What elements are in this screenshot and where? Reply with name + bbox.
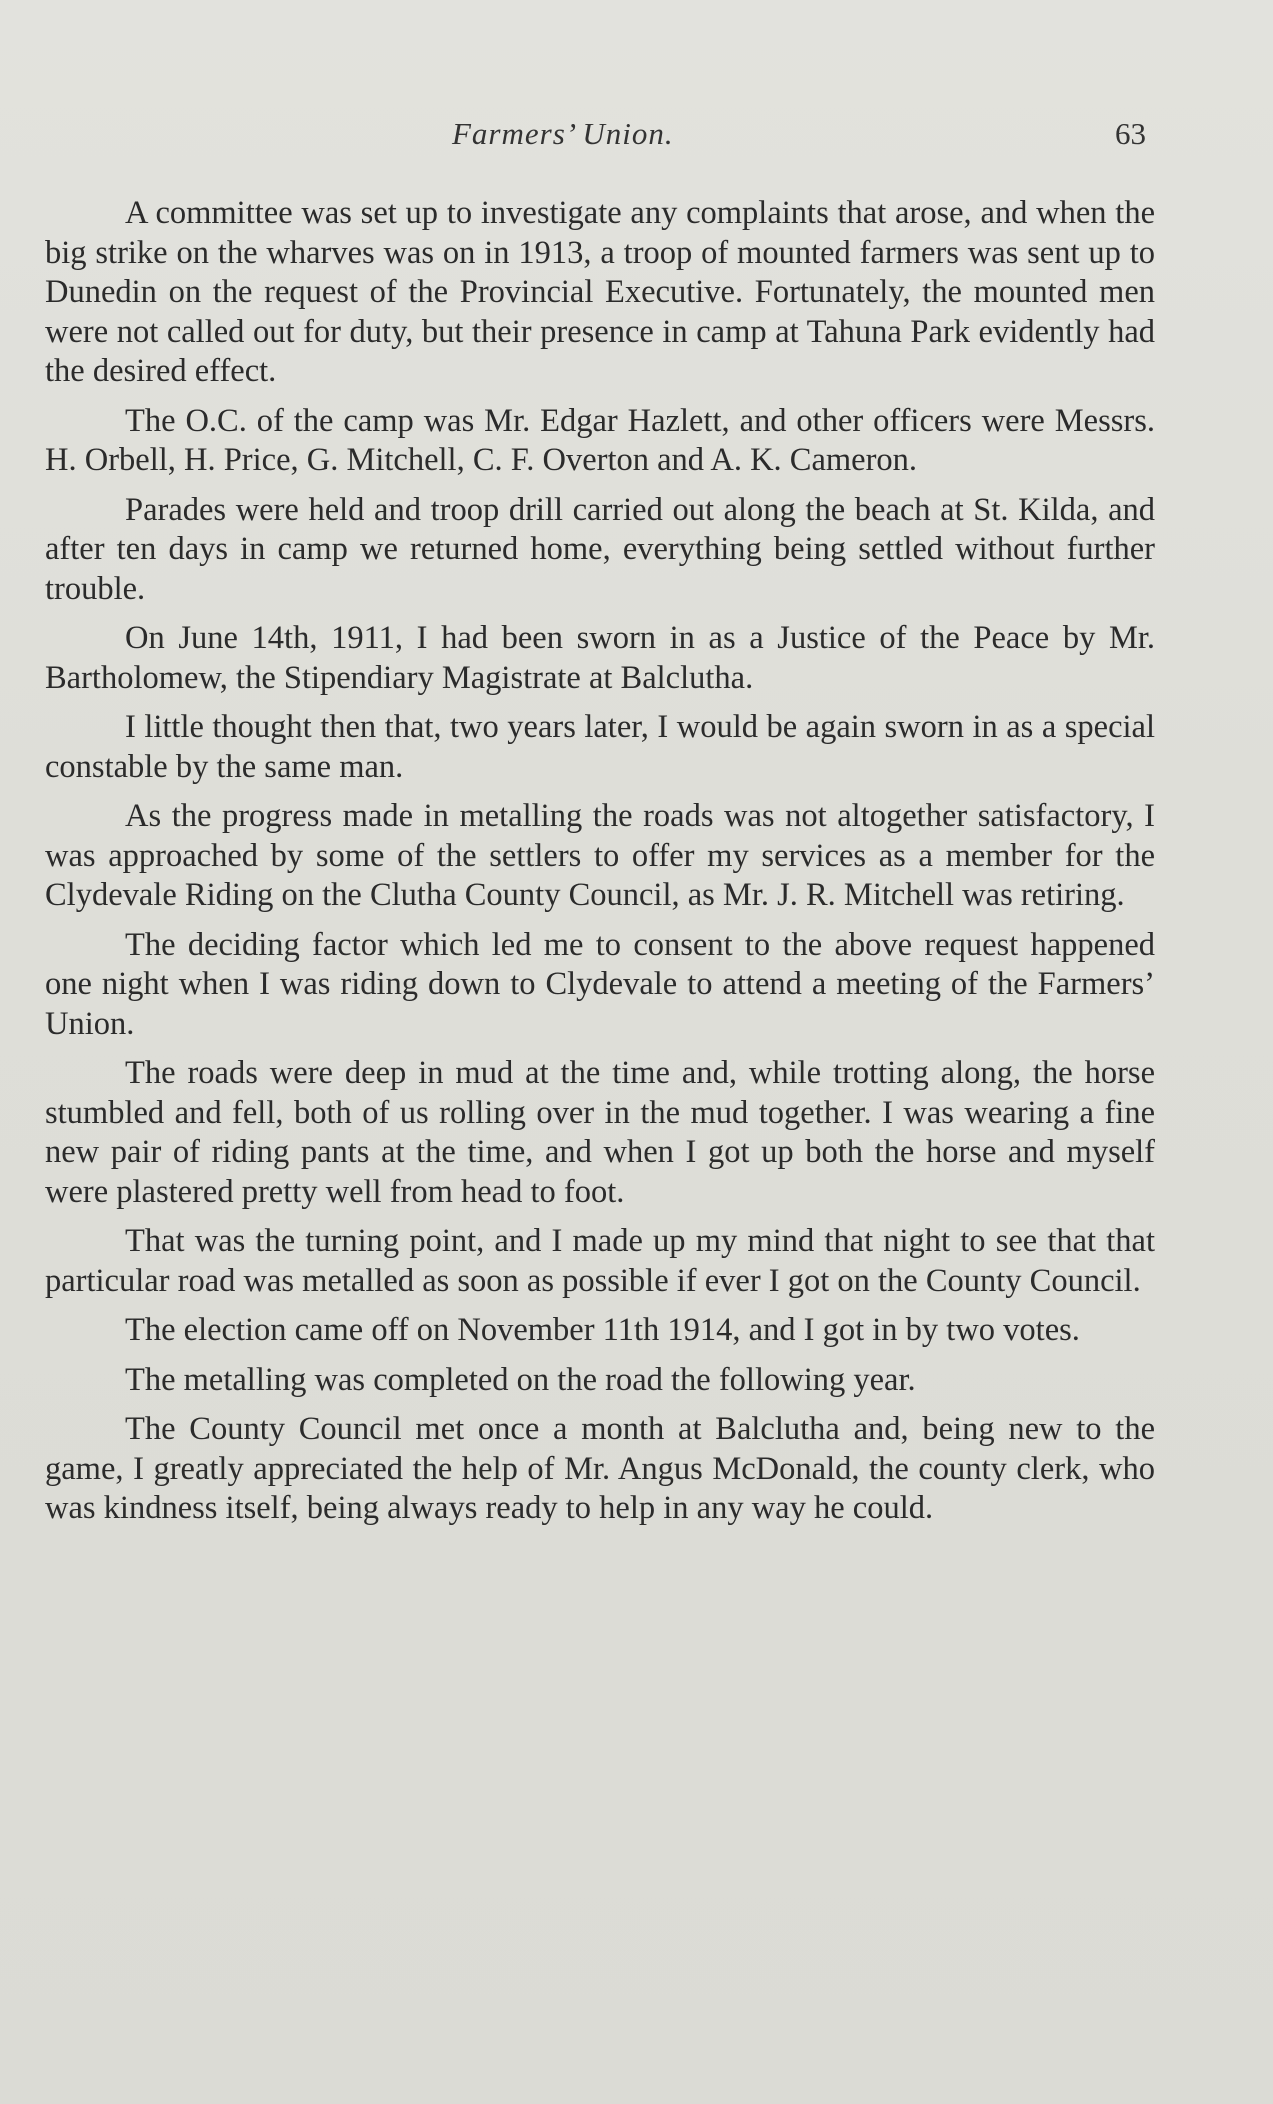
body-text	[45, 194, 1155, 1539]
paragraph-camp-officers: The O.C. of the camp was Mr. Edgar Hazlett, and other officers were Messrs. H. Orbell, H. Price, G. Mitchell, C. F. Overton and A. K. Cameron.	[45, 402, 1155, 478]
paragraph-parades: Parades were held and troop drill carried out along the beach at St. Kilda, and after ten days in camp we returned home, everything being settled without further trouble.	[45, 491, 1155, 607]
paragraph-turning-point: That was the turning point, and I made up my mind that night to see that that particular road was metalled as soon as possible if ever I got on the County Council.	[45, 1223, 1155, 1299]
paragraph-election: The election came off on November 11th 1914, and I got in by two votes.	[125, 1312, 1080, 1348]
paragraph-justice-of-peace: On June 14th, 1911, I had been sworn in as a Justice of the Peace by Mr. Bartholomew, the Stipendiary Magistrate at Balclutha.	[45, 620, 1155, 696]
page-number: 63	[1115, 116, 1146, 151]
paragraph-deciding-factor: The deciding factor which led me to consent to the above request happened one night when I was riding down to Clydevale to attend a meeting of the Farmers’ Union.	[45, 926, 1155, 1042]
paragraph-committee: A committee was set up to investigate any complaints that arose, and when the big strike on the wharves was on in 1913, a troop of mounted farmers was sent up to Dunedin on the request of the Provincial Executive. Fortunately, the mounted men were not called out for duty, but their presence in camp at Tahuna Park evidently had the desired effect.	[45, 195, 1155, 389]
running-title: Farmers’ Union.	[452, 116, 674, 151]
paragraph-metalling-completed: The metalling was completed on the road the following year.	[125, 1361, 916, 1398]
paragraph-mud-fall: The roads were deep in mud at the time and, while trotting along, the horse stumbled and fell, both of us rolling over in the mud together. I was wearing a fine new pair of riding pants at the time, and when I got up both the horse and myself were plastered pretty well from head to foot.	[45, 1055, 1155, 1210]
paragraph-special-constable: I little thought then that, two years later, I would be again sworn in as a special constable by the same man.	[45, 709, 1155, 785]
paragraph-metalling-roads: As the progress made in metalling the roads was not altogether satisfactory, I was approached by some of the settlers to offer my services as a member for the Clydevale Riding on the Clutha County Council, as Mr. J. R. Mitchell was retiring.	[45, 798, 1155, 913]
paragraph-county-council: The County Council met once a month at Balclutha and, being new to the game, I greatly appreciated the help of Mr. Angus McDonald, the county clerk, who was kindness itself, being always ready to help in any way he could.	[45, 1411, 1155, 1526]
running-head	[0, 116, 1273, 160]
